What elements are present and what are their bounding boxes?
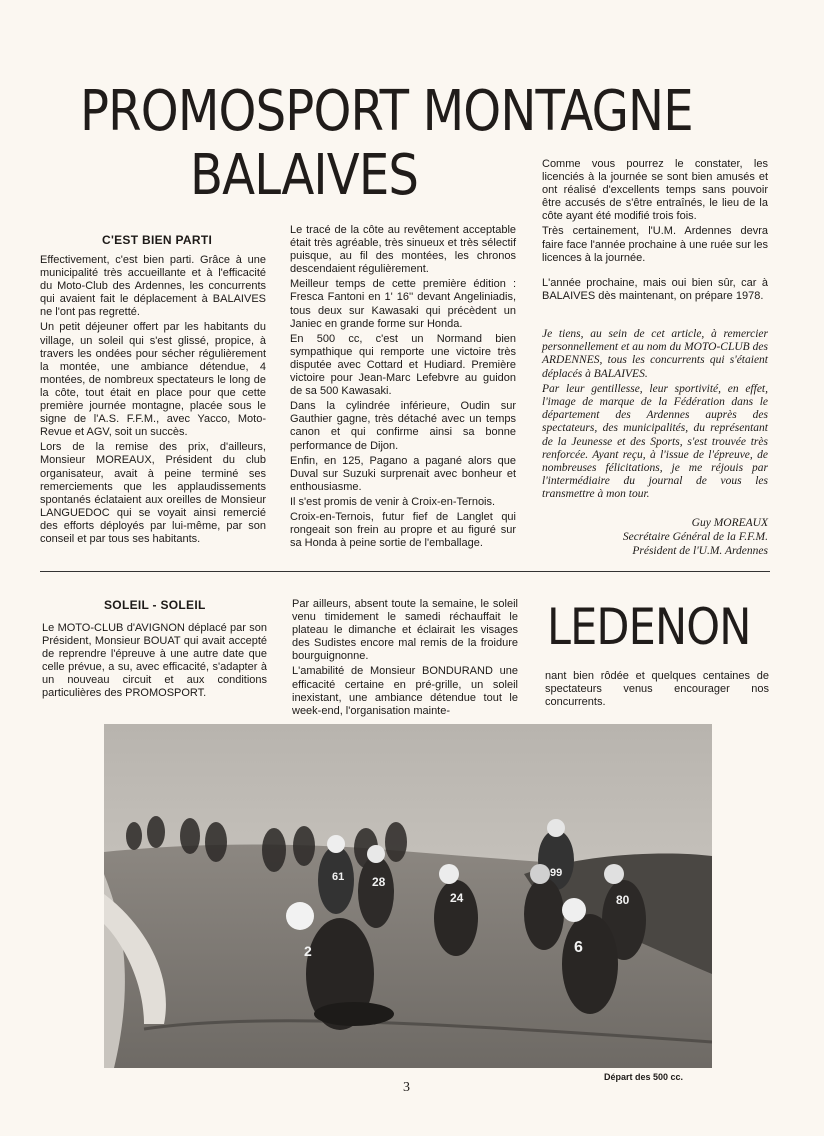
paragraph: L'année prochaine, mais oui bien sûr, car à BALAIVES dès maintenant, on prépare 1978. xyxy=(542,276,768,302)
paragraph: nant bien rôdée et quelques centaines de spectateurs venus encourager nos concurrents. xyxy=(545,670,769,709)
section-heading-soleil: SOLEIL - SOLEIL xyxy=(104,598,206,612)
race-number: 80 xyxy=(616,893,630,907)
section2-column-3 xyxy=(545,670,769,711)
section-heading-bien-parti: C'EST BIEN PARTI xyxy=(102,233,213,247)
ledenon-title: LEDENON xyxy=(547,598,751,656)
paragraph: Croix-en-Ternois, futur fief de Langlet qui rongeait son frein au propre et au figuré sur sa Honda à peine sortie de l'emballage. xyxy=(290,510,516,550)
section2-column-2 xyxy=(292,598,518,720)
signature-name: Guy MOREAUX xyxy=(691,517,768,529)
race-number: 2 xyxy=(304,943,312,959)
paragraph: Enfin, en 125, Pagano a pagané alors que Duval sur Suzuki surprenait avec bonheur et enthousiasme. xyxy=(290,454,516,493)
paragraph: Comme vous pourrez le constater, les licenciés à la journée se sont bien amusés et ont réalisé d'excellents temps sans pouvoir être accusés de s'être entraînés, le lieu de la côte ayant été modifié trois fois. xyxy=(542,158,768,223)
page-number: 3 xyxy=(403,1080,410,1095)
paragraph: L'amabilité de Monsieur BONDURAND une efficacité certaine en pré-grille, un soleil inexistant, une ambiance détendue tout le week-end, l'organisation mainte- xyxy=(292,665,518,717)
race-number: 61 xyxy=(332,871,345,883)
race-start-photo xyxy=(104,724,712,1068)
race-number: 24 xyxy=(450,891,464,905)
section1-column-2 xyxy=(290,224,516,552)
paragraph: Très certainement, l'U.M. Ardennes devra faire face l'année prochaine à une ruée sur les licences à la journée. xyxy=(542,225,768,264)
article-title-line1: PROMOSPORT MONTAGNE xyxy=(80,79,693,144)
section1-column-3 xyxy=(542,158,768,305)
photo-caption: Départ des 500 cc. xyxy=(604,1072,684,1082)
race-number: 6 xyxy=(574,939,583,956)
section1-column-1 xyxy=(40,254,266,548)
race-number: 99 xyxy=(550,867,563,879)
paragraph: Meilleur temps de cette première édition : Fresca Fantoni en 1' 16'' devant Angeliniadis, tous deux sur Kawasaki qui précèdent un Janiec en grande forme sur Honda. xyxy=(290,278,516,330)
paragraph: Lors de la remise des prix, d'ailleurs, Monsieur MOREAUX, Président du club organisateur, avait à peine terminé ses remerciements que les applaudissements spontanés éclataient aux oreilles de Monsieur LANGUEDOC qui se voyait ainsi remercié des efforts déployés par lui-même, par son conseil et par tous ses habitants. xyxy=(40,441,266,545)
paragraph: Il s'est promis de venir à Croix-en-Ternois. xyxy=(290,495,496,508)
signature-block xyxy=(560,516,768,558)
paragraph: En 500 cc, c'est un Normand bien sympathique qui remporte une victoire très disputée avec Cottard et Hudiard. Première victoire pour Jean-Marc Lefebvre au guidon de sa 500 Kawasaki. xyxy=(290,332,516,398)
section2-column-1 xyxy=(42,622,267,703)
signature-role: Secrétaire Général de la F.F.M. xyxy=(622,531,768,543)
quote-paragraph: Je tiens, au sein de cet article, à remercier personnellement et au nom du MOTO-CLUB des ARDENNES, tous les concurrents qui s'étaient déplacés à BALAIVES. xyxy=(542,328,768,380)
paragraph: Effectivement, c'est bien parti. Grâce à une municipalité très accueillante et à l'efficacité du Moto-Club des Ardennes, les concurrents qui avaient fait le déplacement à BALAIVES ne l'ont pas regretté. xyxy=(40,254,266,319)
signature-role: Président de l'U.M. Ardennes xyxy=(632,545,768,557)
paragraph: Un petit déjeuner offert par les habitants du village, un soleil qui s'est glissé, propice, à travers les ondées pour sécher régulièrement la montée, une ambiance détendue, 4 montées, de nombreux spectateurs le long de la côte, tout était en place pour que cette première journée montagne, placée sous le signe de l'A.S. F.F.M., avec Yacco, Moto-Revue et AGV, soit un succès. xyxy=(40,321,266,439)
paragraph: Le MOTO-CLUB d'AVIGNON déplacé par son Président, Monsieur BOUAT qui avait accepté de reprendre l'épreuve à une autre date que celle prévue, a su, avec efficacité, s'adapter à un nouveau circuit et aux conditions particulières des PROMOSPORT. xyxy=(42,622,267,700)
paragraph: Le tracé de la côte au revêtement acceptable était très agréable, très sinueux et très sélectif puisque, au fil des montées, les chronos descendaient régulièrement. xyxy=(290,224,516,276)
section-divider xyxy=(40,571,770,572)
quote-paragraph: Par leur gentillesse, leur sportivité, en effet, l'image de marque de la Fédération dans le département des Ardennes auprès des spectateurs, des municipalités, du représentant de la Jeunesse et des Sports, s'est trouvée très renforcée. Ayant reçu, à l'issue de l'épreuve, de nombreuses félicitations, je me réjouis par l'intermédiaire du journal de vous les transmettre à mon tour. xyxy=(542,382,768,501)
article-title-line2: BALAIVES xyxy=(190,143,419,208)
president-quote xyxy=(542,328,768,504)
race-number: 28 xyxy=(372,875,386,889)
paragraph: Dans la cylindrée inférieure, Oudin sur Gauthier gagne, très détaché avec un temps canon et qui confirme ainsi sa bonne performance de Dijon. xyxy=(290,400,516,452)
paragraph: Par ailleurs, absent toute la semaine, le soleil venu timidement le samedi réchauffait le plateau le dimanche et éclairait les visages des Sudistes encore mal remis de la froidure bourguignonne. xyxy=(292,598,518,663)
